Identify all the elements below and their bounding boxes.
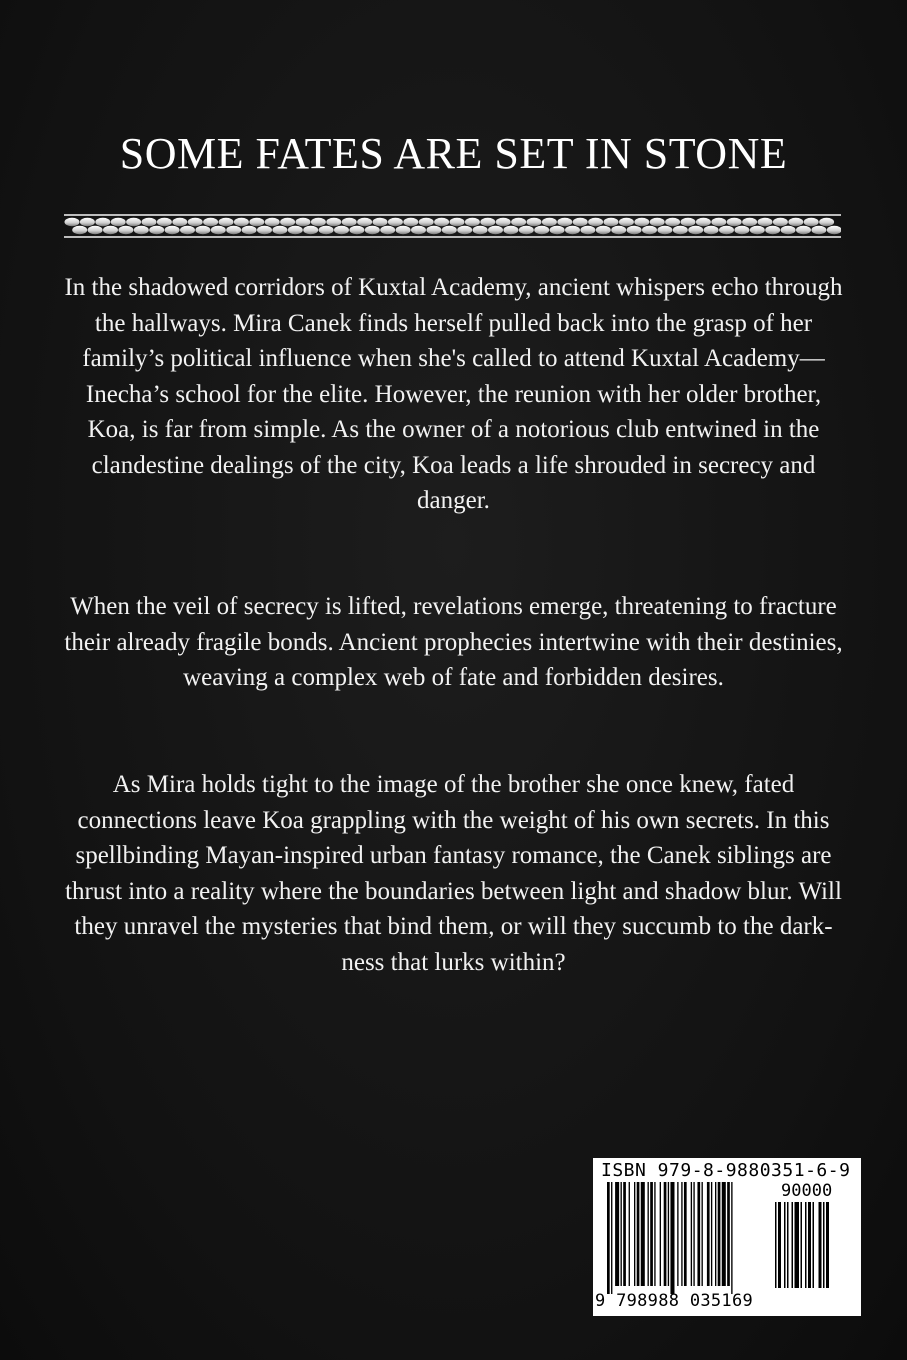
ornamental-divider (64, 212, 841, 240)
barcode-bars (607, 1182, 775, 1294)
blurb-paragraph-3: As Mira holds tight to the image of the brother she once knew, fated connections leave Koa grappling with the weight of his own secrets. In this spellbinding Mayan-inspired urban fantasy romance, the Canek siblings are thrust into a reality where the boundaries between light and shadow blur. Will they unravel the mysteries that bind them, or will they succumb to the dark-ness that lurks within? (65, 771, 842, 976)
headline: SOME FATES ARE SET IN STONE (119, 129, 788, 178)
addon-barcode-bars (775, 1202, 851, 1288)
blurb-paragraph-2: When the veil of secrecy is lifted, revelations emerge, threatening to fracture their already fragile bonds. Ancient prophecies intertwine with their destinies, weaving a complex web of fate and forbidden desires. (64, 593, 843, 691)
price-code: 90000 (781, 1181, 833, 1201)
isbn-barcode (593, 1158, 861, 1316)
isbn-label: ISBN 979-8-9880351-6-9 (601, 1160, 851, 1181)
blurb-paragraph-1: In the shadowed corridors of Kuxtal Academy, ancient whispers echo through the hallways. Mira Canek finds herself pulled back into the grasp of her family’s political influence when she's called to attend Kuxtal Academy—Inecha’s school for the elite. However, the reunion with her older brother, Koa, is far from simple. As the owner of a notorious club entwined in the clandestine dealings of the city, Koa leads a life shrouded in secrecy and danger. (64, 274, 843, 514)
ean-digits: 9 798988 035169 (595, 1291, 754, 1311)
